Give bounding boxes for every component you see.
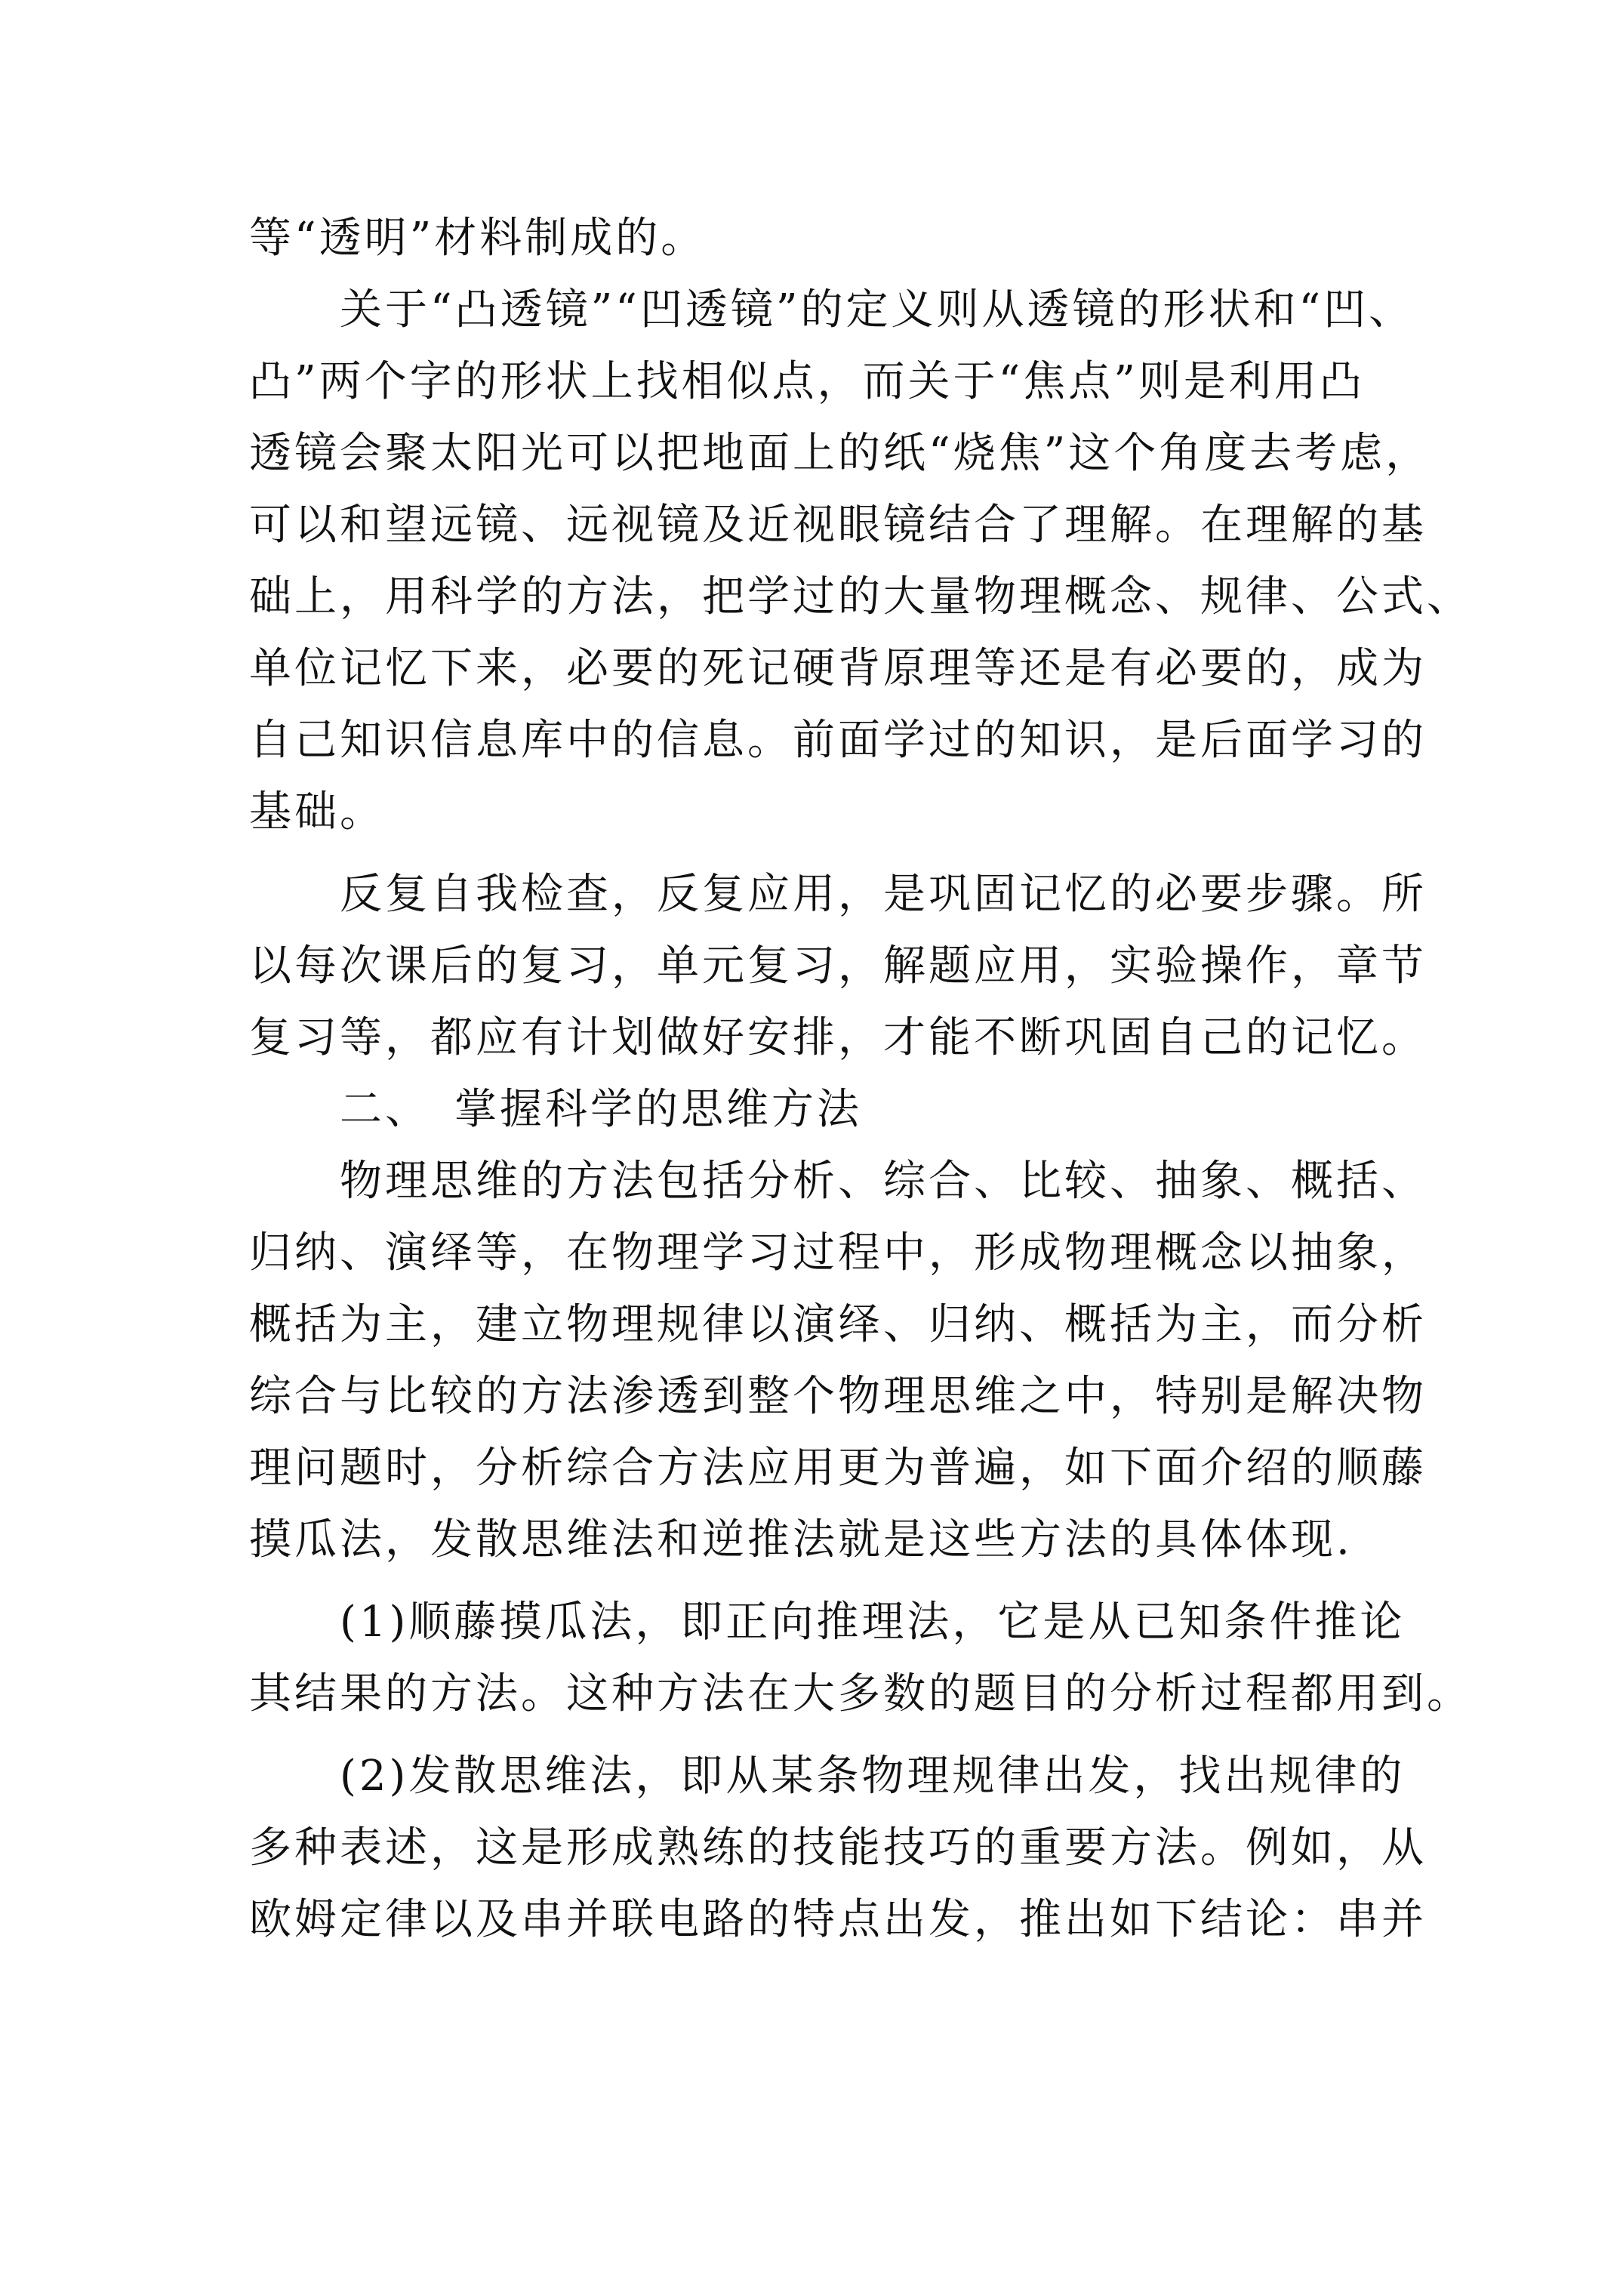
text-line: 凸”两个字的形状上找相似点，而关于“焦点”则是利用凸	[249, 357, 1365, 406]
text-line: 理问题时，分析综合方法应用更为普遍，如下面介绍的顺藤	[249, 1444, 1427, 1493]
text-line: 概括为主，建立物理规律以演绎、归纳、概括为主，而分析	[249, 1300, 1427, 1349]
text-line: 摸瓜法，发散思维法和逆推法就是这些方法的具体体现.	[249, 1515, 1353, 1564]
section-heading: 二、 掌握科学的思维方法	[249, 1085, 862, 1134]
text-line: 单位记忆下来，必要的死记硬背原理等还是有必要的，成为	[249, 644, 1427, 693]
text-line: 复习等，都应有计划做好安排，才能不断巩固自己的记忆。	[249, 1013, 1427, 1062]
text-line: (2)发散思维法，即从某条物理规律出发，找出规律的	[249, 1752, 1406, 1801]
text-line: 反复自我检查，反复应用，是巩固记忆的必要步骤。所	[249, 870, 1427, 919]
text-line: 欧姆定律以及串并联电路的特点出发，推出如下结论：串并	[249, 1895, 1427, 1944]
text-line: (1)顺藤摸瓜法，即正向推理法，它是从已知条件推论	[249, 1598, 1406, 1647]
text-line: 以每次课后的复习，单元复习，解题应用，实验操作，章节	[249, 942, 1427, 991]
text-line: 透镜会聚太阳光可以把地面上的纸“烧焦”这个角度去考虑，	[249, 429, 1431, 478]
text-line: 自己知识信息库中的信息。前面学过的知识，是后面学习的	[249, 716, 1427, 765]
text-line: 归纳、演绎等，在物理学习过程中，形成物理概念以抽象，	[249, 1228, 1427, 1277]
text-line: 其结果的方法。这种方法在大多数的题目的分析过程都用到。	[249, 1669, 1472, 1718]
text-line: 础上，用科学的方法，把学过的大量物理概念、规律、公式、	[249, 572, 1472, 621]
text-line: 等“透明”材料制成的。	[249, 214, 707, 263]
body-text	[249, 202, 1472, 1955]
text-line: 可以和望远镜、远视镜及近视眼镜结合了理解。在理解的基	[249, 501, 1427, 550]
text-line: 关于“凸透镜”“凹透镜”的定义则从透镜的形状和“凹、	[249, 285, 1415, 334]
text-line: 物理思维的方法包括分析、综合、比较、抽象、概括、	[249, 1157, 1427, 1206]
text-line: 综合与比较的方法渗透到整个物理思维之中，特别是解决物	[249, 1372, 1427, 1421]
text-line: 基础。	[249, 787, 385, 837]
text-line: 多种表述，这是形成熟练的技能技巧的重要方法。例如，从	[249, 1823, 1427, 1872]
